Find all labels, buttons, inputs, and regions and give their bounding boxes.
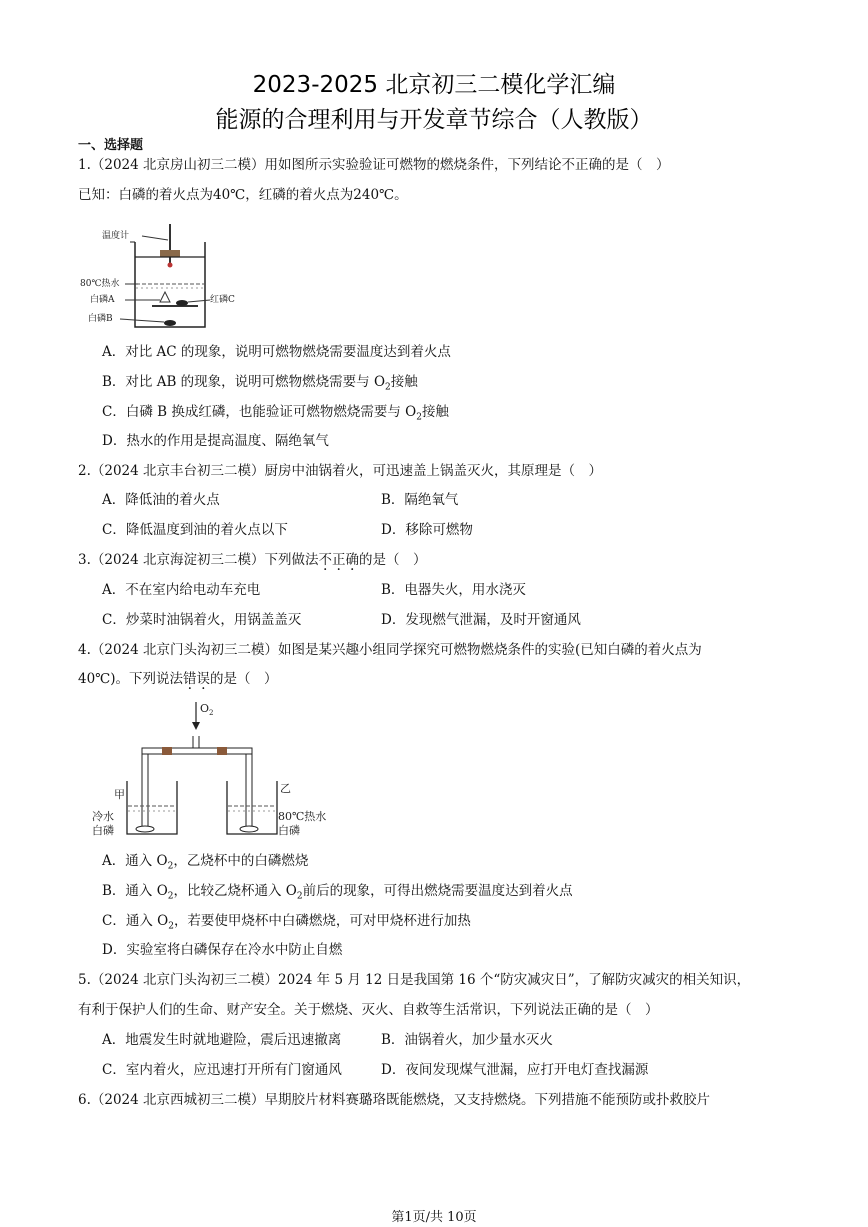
doc-title-line2: 能源的合理利用与开发章节综合（人教版）: [215, 107, 653, 133]
q3-option-a: A．不在室内给电动车充电: [102, 582, 261, 598]
q2-stem: 2.（2024 北京丰台初三二模）厨房中油锅着火，可迅速盖上锅盖灭火，其原理是（ ）: [78, 463, 603, 479]
svg-text:O2: [200, 702, 214, 717]
q3-option-d: D．发现燃气泄漏，及时开窗通风: [381, 612, 581, 628]
q1-fig-b-label: 白磷B: [88, 314, 113, 324]
q1-stem: 1.（2024 北京房山初三二模）用如图所示实验验证可燃物的燃烧条件，下列结论不正确的是（ ）: [78, 157, 670, 173]
q2-option-a: A．降低油的着火点: [102, 492, 220, 508]
q5-option-a: A．地震发生时就地避险，震后迅速撤离: [102, 1032, 342, 1048]
q4-fig-hot: 80℃热水: [278, 810, 327, 823]
q3-option-c: C．炒菜时油锅着火，用锅盖盖灭: [102, 612, 302, 628]
q4-fig-yi: 乙: [280, 782, 291, 795]
q1-given: 已知：白磷的着火点为40℃，红磷的着火点为240℃。: [78, 187, 408, 203]
q5-stem-line1: 5.（2024 北京门头沟初三二模）2024 年 5 月 12 日是我国第 16 个“防灾减灾日”，了解防灾减灾的相关知识，: [78, 972, 751, 988]
q6-stem: 6.（2024 北京西城初三二模）早期胶片材料赛璐珞既能燃烧，又支持燃烧。下列措施不能预防或扑救胶片: [78, 1092, 711, 1108]
q4-option-d: D．实验室将白磷保存在冷水中防止自燃: [102, 942, 343, 958]
q4-option-a: A．通入 $O_2$，乙烧杯中的白磷燃烧: [102, 853, 309, 872]
q4-stem-line1: 4.（2024 北京门头沟初三二模）如图是某兴趣小组同学探究可燃物燃烧条件的实验(已知白磷的着火点为: [78, 642, 702, 658]
q5-option-c: C．室内着火，应迅速打开所有门窗通风: [102, 1062, 342, 1078]
q1-option-c: C．白磷 B 换成红磷，也能验证可燃物燃烧需要与 $O_2$接触: [102, 404, 449, 423]
q5-option-b: B．油锅着火，加少量水灭火: [381, 1032, 553, 1048]
q1-option-a: A．对比 AC 的现象，说明可燃物燃烧需要温度达到着火点: [102, 344, 451, 360]
page-footer: 第1页/共 10页: [391, 1210, 477, 1225]
q4-option-b: B．通入 $O_2$，比较乙烧杯通入 $O_2$前后的现象，可得出燃烧需要温度达到着火点: [102, 883, 573, 902]
q4-fig-cold: 冷水: [92, 810, 114, 823]
q1-fig-a-label: 白磷A: [90, 295, 115, 305]
q2-option-d: D．移除可燃物: [381, 522, 473, 538]
q1-option-b: B．对比 AB 的现象，说明可燃物燃烧需要与 $O_2$接触: [102, 374, 418, 393]
q4-fig-bp1: 白磷: [92, 824, 114, 837]
q4-fig-jia: 甲: [114, 788, 125, 801]
q1-fig-thermometer-label: 温度计: [102, 231, 130, 241]
q1-option-d: D．热水的作用是提高温度、隔绝氧气: [102, 433, 329, 449]
q1-fig-c-label: 红磷C: [210, 295, 235, 305]
doc-title-line1: 2023-2025 北京初三二模化学汇编: [252, 72, 616, 98]
q4-fig-o2-sub: 2: [209, 709, 214, 717]
q1-fig-water-label: 80℃热水: [80, 279, 120, 289]
q3-stem: 3.（2024 北京海淀初三二模）下列做法不正确的是（ ）: [78, 552, 427, 568]
q2-option-c: C．降低温度到油的着火点以下: [102, 522, 288, 538]
q4-option-c: C．通入 $O_2$，若要使甲烧杯中白磷燃烧，可对甲烧杯进行加热: [102, 913, 471, 932]
q3-option-b: B．电器失火，用水浇灭: [381, 582, 526, 598]
q4-experiment-figure: [82, 696, 342, 841]
q5-stem-line2: 有利于保护人们的生命、财产安全。关于燃烧、灭火、自救等生活常识，下列说法正确的是（ ）: [78, 1002, 659, 1018]
q5-option-d: D．夜间发现煤气泄漏，应打开电灯查找漏源: [381, 1062, 649, 1078]
q1-experiment-figure: [80, 222, 260, 332]
section-heading: 一、选择题: [78, 138, 144, 153]
q4-stem-line2: 40℃)。下列说法错误的是（ ）: [78, 671, 278, 687]
q4-fig-bp2: 白磷: [278, 824, 300, 837]
q2-option-b: B．隔绝氧气: [381, 492, 459, 508]
q4-fig-o2: O: [200, 702, 210, 715]
